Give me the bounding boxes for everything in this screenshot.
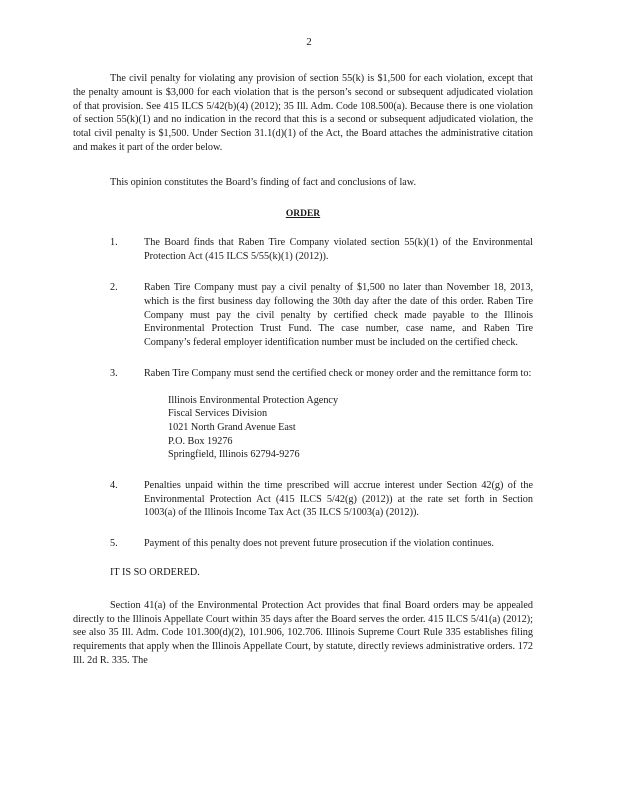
penalty-paragraph: The civil penalty for violating any provision of section 55(k) is $1,500 for each violation, except that the penalty amount is $3,000 for each violation that is the person’s second or subsequent adjudicated violation of that provision. See 415 ILCS 5/42(b)(4) (2012); 35 Ill. Adm. Code 108.500(a). Because there is one violation of section 55(k)(1) and no indication in the record that this is a second or subsequent adjudicated violation, the total civil penalty is $1,500. Under Section 31.1(d)(1) of the Act, the Board attaches the administrative citation and makes it part of the order below. bbox=[73, 73, 533, 153]
order-item-number: 1. bbox=[110, 237, 118, 249]
address-line: Springfield, Illinois 62794-9276 bbox=[168, 449, 300, 461]
order-item bbox=[73, 367, 533, 462]
order-item-text: Payment of this penalty does not prevent future prosecution if the violation continues. bbox=[144, 538, 494, 550]
appeal-paragraph: Section 41(a) of the Environmental Protection Act provides that final Board orders may be appealed directly to the Illinois Appellate Court within 35 days after the Board serves the order. 415 ILCS 5/41(a) (2012); see also 35 Ill. Adm. Code 101.300(d)(2), 101.906, 102.706. Illinois Supreme Court Rule 335 establishes filing requirements that apply when the Illinois Appellate Court, by statute, directly reviews administrative orders. 172 Ill. 2d R. 335. The bbox=[73, 599, 533, 666]
so-ordered-statement: IT IS SO ORDERED. bbox=[110, 566, 200, 578]
order-item-text: Raben Tire Company must send the certified check or money order and the remittance form to: bbox=[144, 367, 532, 379]
order-item-text: Penalties unpaid within the time prescribed will accrue interest under Section 42(g) of the Environmental Protection Act (415 ILCS 5/42(g) (2012)) at the rate set forth in Section 1003(a) of the Illinois Income Tax Act (35 ILCS 5/1003(a) (2012)). bbox=[144, 479, 533, 519]
address-line: P.O. Box 19276 bbox=[168, 435, 233, 447]
order-heading: ORDER bbox=[285, 208, 321, 219]
order-item-number: 4. bbox=[110, 479, 118, 491]
order-list bbox=[73, 236, 533, 551]
order-item-number: 5. bbox=[110, 538, 118, 550]
order-item-text: The Board finds that Raben Tire Company violated section 55(k)(1) of the Environmental Protection Act (415 ILCS 5/55(k)(1) (2012)). bbox=[144, 237, 533, 263]
order-item bbox=[73, 537, 533, 551]
address-line: Illinois Environmental Protection Agency bbox=[168, 394, 339, 406]
address-line: Fiscal Services Division bbox=[168, 408, 268, 420]
order-item bbox=[73, 479, 533, 520]
page-number: 2 bbox=[306, 36, 312, 48]
order-item-number: 3. bbox=[110, 367, 118, 379]
opinion-statement: This opinion constitutes the Board’s finding of fact and conclusions of law. bbox=[110, 176, 417, 188]
order-item bbox=[73, 281, 533, 350]
remittance-address bbox=[168, 394, 533, 462]
address-line: 1021 North Grand Avenue East bbox=[168, 421, 296, 433]
order-item-number: 2. bbox=[110, 281, 118, 293]
order-item bbox=[73, 236, 533, 264]
order-item-text: Raben Tire Company must pay a civil penalty of $1,500 no later than November 18, 2013, which is the first business day following the 30th day after the date of this order. Raben Tire Company must pay the civil penalty by certified check made payable to the Illinois Environmental Protection Trust Fund. The case number, case name, and Raben Tire Company’s federal employer identification number must be included on the certified check. bbox=[144, 281, 533, 349]
document-body bbox=[73, 72, 533, 668]
